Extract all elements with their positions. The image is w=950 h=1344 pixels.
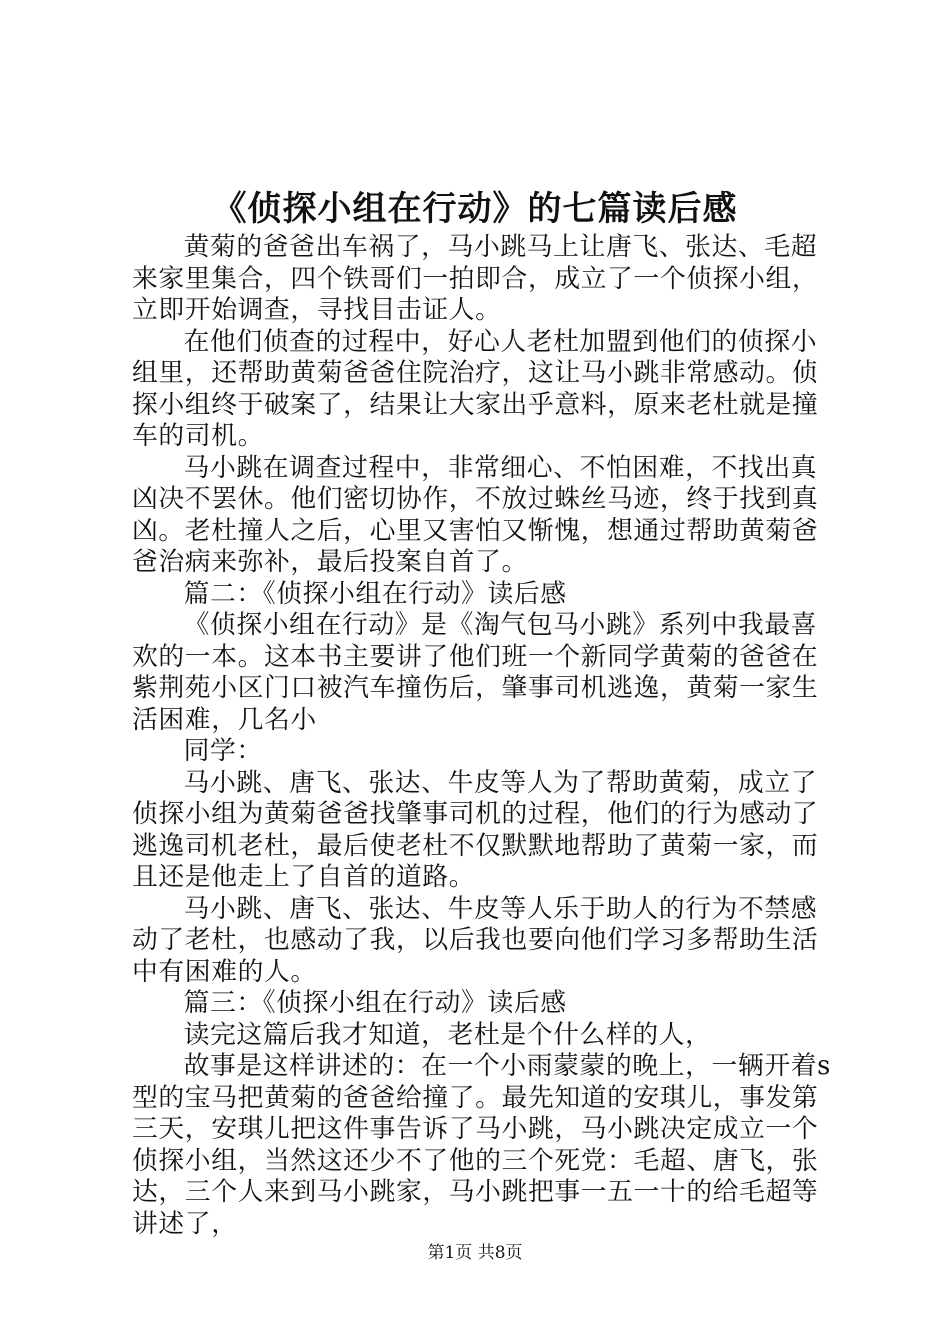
paragraph: 在他们侦查的过程中，好心人老杜加盟到他们的侦探小组里，还帮助黄菊爸爸住院治疗，这让马小跳非常感动。侦探小组终于破案了，结果让大家出乎意料，原来老杜就是撞车的司机。 bbox=[132, 326, 819, 451]
section-heading: 篇二：《侦探小组在行动》读后感 bbox=[183, 578, 567, 609]
paragraph: 马小跳、唐飞、张达、牛皮等人为了帮助黄菊，成立了侦探小组为黄菊爸爸找肇事司机的过程，他们的行为感动了逃逸司机老杜，最后使老杜不仅默默地帮助了黄菊一家，而且还是他走上了自首的道路。 bbox=[132, 767, 819, 892]
paragraph: 马小跳在调查过程中，非常细心、不怕困难，不找出真凶决不罢休。他们密切协作，不放过蛛丝马迹，终于找到真凶。老杜撞人之后，心里又害怕又惭愧，想通过帮助黄菊爸爸治病来弥补，最后投案自首了。 bbox=[132, 452, 819, 577]
paragraph: 黄菊的爸爸出车祸了，马小跳马上让唐飞、张达、毛超来家里集合，四个铁哥们一拍即合，成立了一个侦探小组，立即开始调查，寻找目击证人。 bbox=[132, 232, 819, 325]
section-heading: 篇三：《侦探小组在行动》读后感 bbox=[183, 988, 567, 1018]
paragraph: 故事是这样讲述的：在一个小雨蒙蒙的晚上，一辆开着s型的宝马把黄菊的爸爸给撞了。最先知道的安琪儿，事发第三天，安琪儿把这件事告诉了马小跳，马小跳决定成立一个侦探小组，当然这还少不了他的三个死党：毛超、唐飞，张达，三个人来到马小跳家，马小跳把事一五一十的给毛超等讲述了， bbox=[132, 1051, 831, 1239]
paragraph: 同学： bbox=[183, 736, 263, 766]
paragraph: 读完这篇后我才知道，老杜是个什么样的人， bbox=[183, 1019, 712, 1050]
page-footer: 第1页 共8页 bbox=[427, 1243, 523, 1263]
paragraph: 《侦探小组在行动》是《淘气包马小跳》系列中我最喜欢的一本。这本书主要讲了他们班一个新同学黄菊的爸爸在紫荆苑小区门口被汽车撞伤后，肇事司机逃逸，黄菊一家生活困难，几名小 bbox=[132, 610, 819, 735]
document-body bbox=[132, 232, 832, 1240]
document-title: 《侦探小组在行动》的七篇读后感 bbox=[212, 189, 738, 229]
paragraph: 马小跳、唐飞、张达、牛皮等人乐于助人的行为不禁感动了老杜，也感动了我，以后我也要向他们学习多帮助生活中有困难的人。 bbox=[132, 893, 819, 987]
